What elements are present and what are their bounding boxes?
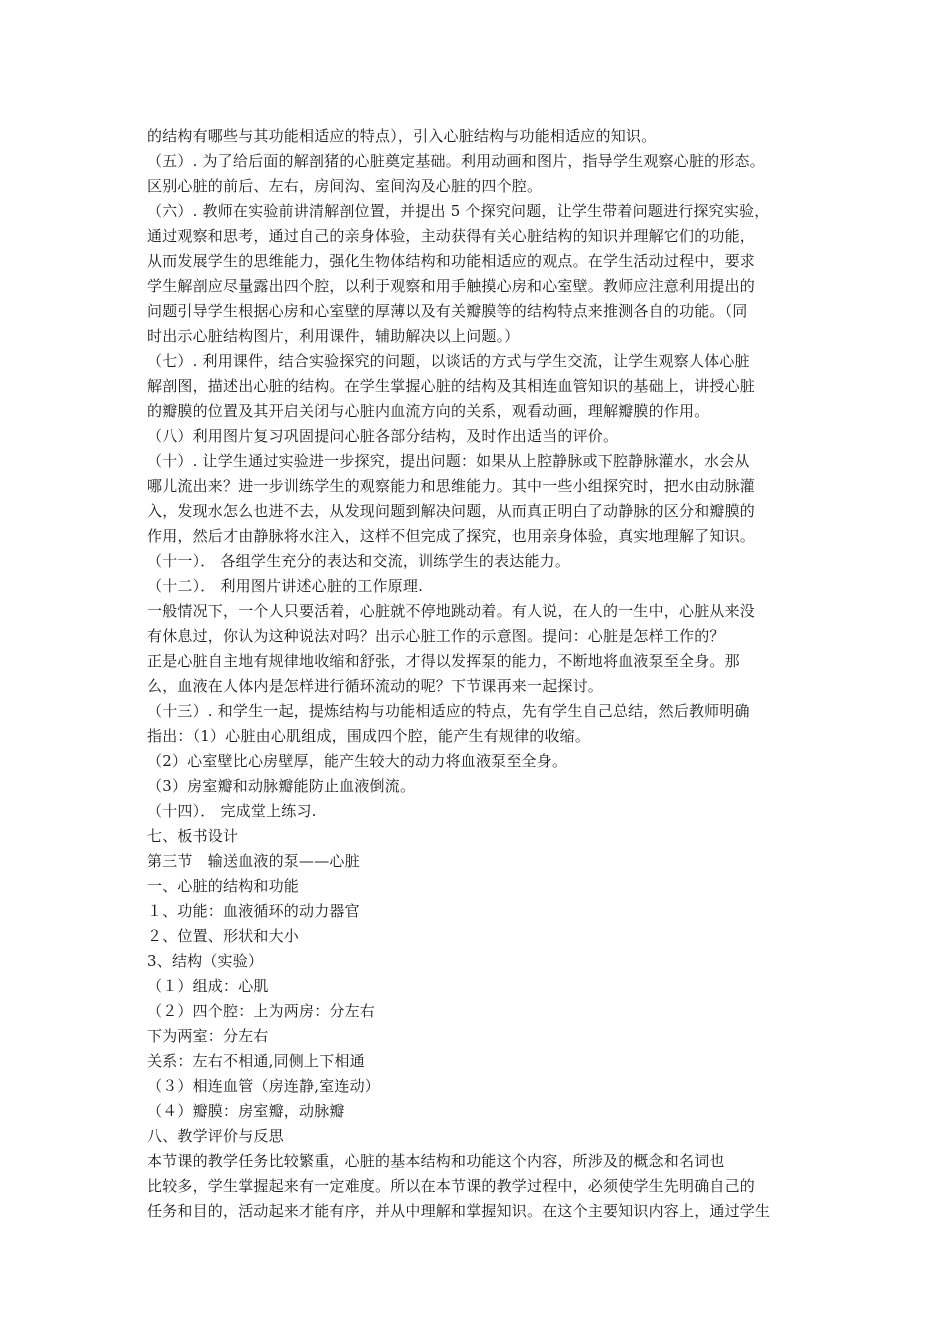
- text-line: （１）组成：心肌: [147, 977, 269, 995]
- text-line: 时出示心脏结构图片，利用课件，辅助解决以上问题。）: [147, 327, 520, 345]
- text-line: 一、心脏的结构和功能: [147, 877, 300, 895]
- text-line: 八、教学评价与反思: [147, 1127, 284, 1145]
- text-line: （４）瓣膜：房室瓣，动脉瓣: [147, 1102, 345, 1120]
- text-line: 七、板书设计: [147, 827, 239, 845]
- text-line: （２）四个腔：上为两房：分左右: [147, 1002, 376, 1020]
- text-line: 本节课的教学任务比较繁重，心脏的基本结构和功能这个内容，所涉及的概念和名词也: [147, 1152, 725, 1170]
- text-line: （七）. 利用课件，结合实验探究的问题，以谈话的方式与学生交流，让学生观察人体心脏: [147, 352, 750, 370]
- text-line: （十一）． 各组学生充分的表达和交流，训练学生的表达能力。: [147, 552, 571, 570]
- text-line: 下为两室：分左右: [147, 1027, 269, 1045]
- text-line: 有休息过，你认为这种说法对吗？出示心脏工作的示意图。提问：心脏是怎样工作的？: [147, 627, 725, 645]
- text-line: 第三节 输送血液的泵——心脏: [147, 852, 360, 870]
- text-line: 任务和目的，活动起来才能有序，并从中理解和掌握知识。在这个主要知识内容上，通过学生: [147, 1202, 771, 1220]
- text-line: （2）心室壁比心房壁厚，能产生较大的动力将血液泵至全身。: [147, 752, 568, 770]
- text-line: 学生解剖应尽量露出四个腔，以利于观察和用手触摸心房和心室壁。教师应注意利用提出的: [147, 277, 756, 295]
- text-line: 哪儿流出来？进一步训练学生的观察能力和思维能力。其中一些小组探究时，把水由动脉灌: [147, 477, 756, 495]
- text-line: 入，发现水怎么也进不去，从发现问题到解决问题，从而真正明白了动静脉的区分和瓣膜的: [147, 502, 756, 520]
- text-line: （十二）． 利用图片讲述心脏的工作原理.: [147, 577, 424, 595]
- text-line: 3、结构（实验）: [147, 952, 264, 970]
- text-line: 作用，然后才由静脉将水注入，这样不但完成了探究，也用亲身体验，真实地理解了知识。: [147, 527, 756, 545]
- text-line: 比较多，学生掌握起来有一定难度。所以在本节课的教学过程中，必须使学生先明确自己的: [147, 1177, 756, 1195]
- text-line: （十）. 让学生通过实验进一步探究，提出问题：如果从上腔静脉或下腔静脉灌水，水会从: [147, 452, 750, 470]
- text-line: 的结构有哪些与其功能相适应的特点），引入心脏结构与功能相适应的知识。: [147, 127, 657, 145]
- text-line: （六）. 教师在实验前讲清解剖位置，并提出 5 个探究问题，让学生带着问题进行探究实验，: [147, 202, 770, 220]
- text-line: 区别心脏的前后、左右，房间沟、室间沟及心脏的四个腔。: [147, 177, 543, 195]
- text-line: 通过观察和思考，通过自己的亲身体验，主动获得有关心脏结构的知识并理解它们的功能，: [147, 227, 756, 245]
- text-line: （十四）． 完成堂上练习.: [147, 802, 317, 820]
- text-line: 解剖图，描述出心脏的结构。在学生掌握心脏的结构及其相连血管知识的基础上，讲授心脏: [147, 377, 756, 395]
- text-line: 正是心脏自主地有规律地收缩和舒张，才得以发挥泵的能力，不断地将血液泵至全身。那: [147, 652, 740, 670]
- text-line: （十三）. 和学生一起，提炼结构与功能相适应的特点，先有学生自己总结，然后教师明确: [147, 702, 750, 720]
- text-line: 指出：（1）心脏由心肌组成，围成四个腔，能产生有规律的收缩。: [147, 727, 591, 745]
- text-line: 关系：左右不相通,同侧上下相通: [147, 1052, 365, 1070]
- text-line: ２、位置、形状和大小: [147, 927, 300, 945]
- text-line: （八）利用图片复习巩固提问心脏各部分结构，及时作出适当的评价。: [147, 427, 619, 445]
- text-line: （３）相连血管（房连静,室连动）: [147, 1077, 380, 1095]
- text-line: １、功能：血液循环的动力器官: [147, 902, 360, 920]
- text-line: （五）. 为了给后面的解剖猪的心脏奠定基础。利用动画和图片，指导学生观察心脏的形态。: [147, 152, 765, 170]
- text-line: 么，血液在人体内是怎样进行循环流动的呢？下节课再来一起探讨。: [147, 677, 604, 695]
- text-line: 问题引导学生根据心房和心室壁的厚薄以及有关瓣膜等的结构特点来推测各自的功能。（同: [147, 302, 748, 320]
- text-line: （3）房室瓣和动脉瓣能防止血液倒流。: [147, 777, 416, 795]
- text-line: 一般情况下，一个人只要活着，心脏就不停地跳动着。有人说，在人的一生中，心脏从来没: [147, 602, 756, 620]
- text-line: 的瓣膜的位置及其开启关闭与心脏内血流方向的关系，观看动画，理解瓣膜的作用。: [147, 402, 710, 420]
- text-line: 从而发展学生的思维能力，强化生物体结构和功能相适应的观点。在学生活动过程中，要求: [147, 252, 756, 270]
